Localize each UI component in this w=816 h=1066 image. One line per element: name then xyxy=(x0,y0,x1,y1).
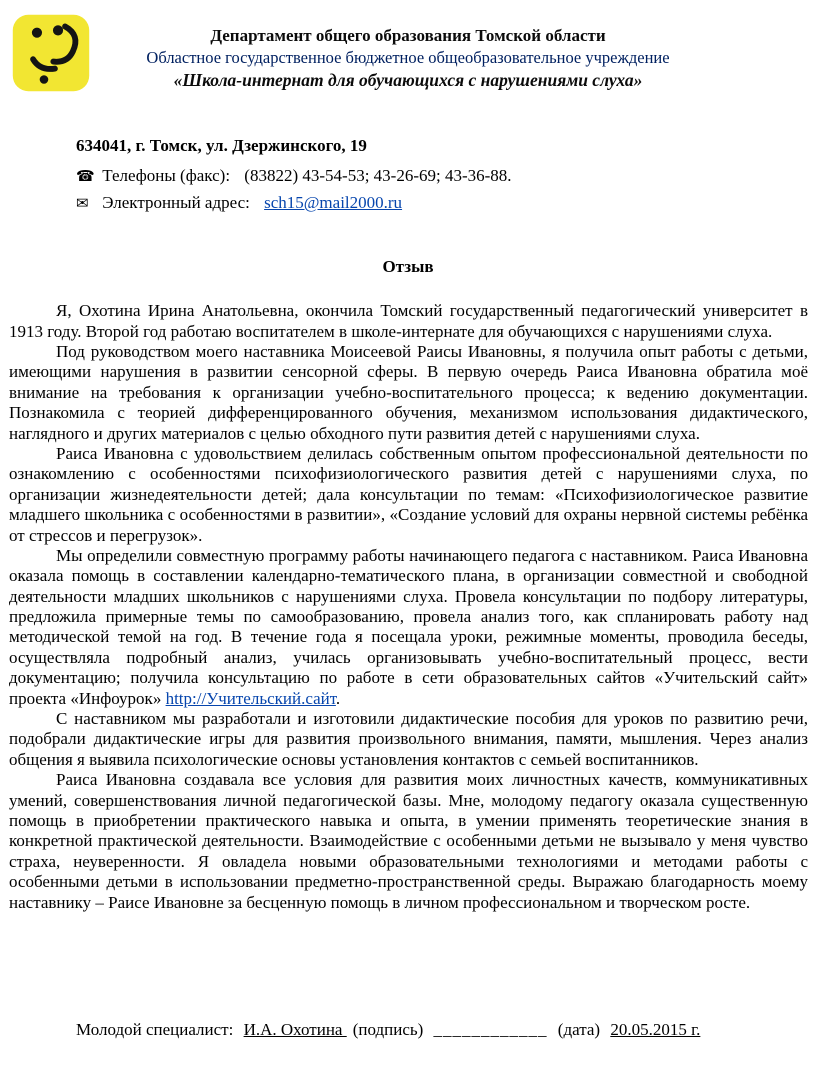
phone-icon: ☎ xyxy=(76,166,95,185)
school-logo-icon xyxy=(12,14,90,92)
paragraph-6: Раиса Ивановна создавала все условия для развития моих личностных качеств, коммуникативных умений, совершенствования личной педагогической базы. Мне, молодому педагогу оказала существенную помощь в приобретении практического навыка и опыта, в умении применять теоретические знания в конкретной практической деятельности. Взаимодействие с особенными детьми не вызывало у меня чувство страха, неуверенности. Я овладела новыми образовательными технологиями и методами работы с особенными детьми в использовании предметно-пространственной среды. Выражаю благодарность моему наставнику – Раисе Ивановне за бесценную помощь в личном профессиональном и творческом росте. xyxy=(9,770,808,912)
signature-date-label: (дата) xyxy=(557,1020,601,1039)
postal-address: 634041, г. Томск, ул. Дзержинского, 19 xyxy=(76,136,367,156)
signature-date: 20.05.2015 г. xyxy=(610,1020,701,1039)
phone-numbers: (83822) 43-54-53; 43-26-69; 43-36-88. xyxy=(244,165,512,185)
school-logo xyxy=(12,14,90,92)
signature-line xyxy=(76,1020,706,1040)
paragraph-1: Я, Охотина Ирина Анатольевна, окончила Томский государственный педагогический университет в 1913 году. Второй год работаю воспитателем в школе-интернате для обучающихся с нарушениями слуха. xyxy=(9,301,808,341)
site-link[interactable]: http://Учительский.сайт xyxy=(165,688,336,708)
paragraph-4 xyxy=(9,546,808,709)
paragraph-2: Под руководством моего наставника Моисеевой Раисы Ивановны, я получила опыт работы с детьми, имеющими нарушения в развитии сенсорной сферы. В первую очередь Раиса Ивановна обратила моё внимание на требования к организации учебно-воспитательного процесса; к ведению документации. Познакомила с теорией дифференцированного обучения, механизмом использования дидактического, наглядного и других материалов с целью обходного пути развития детей с нарушениями слуха. xyxy=(9,342,808,443)
envelope-icon: ✉ xyxy=(76,193,89,212)
letterhead-institution: Областное государственное бюджетное общеобразовательное учреждение xyxy=(146,48,670,68)
signature-name: И.А. Охотина xyxy=(243,1020,347,1039)
contact-block xyxy=(76,134,816,215)
phone-label: Телефоны (факс): xyxy=(102,165,231,185)
signature-blank-line: ____________ xyxy=(433,1020,548,1039)
email-label: Электронный адрес: xyxy=(102,192,250,212)
paragraph-3: Раиса Ивановна с удовольствием делилась собственным опытом профессиональной деятельности по ознакомлению с особенностями психофизиологического развития детей с нарушениями слуха, по организации жизнедеятельности детей; дала консультации по темам: «Психофизиологическое развитие младшего школьника с особенностями в развитии», «Создание условий для охраны нервной системы ребёнка от стрессов и перегрузок». xyxy=(9,443,808,545)
document-title: Отзыв xyxy=(382,257,434,277)
letterhead xyxy=(0,0,816,92)
paragraph-5: С наставником мы разработали и изготовили дидактические пособия для уроков по развитию речи, подобрали дидактические игры для развития произвольного внимания, памяти, мышления. Через анализ общения я выявила психологические основы установления контактов с семьей воспитанников. xyxy=(9,709,808,769)
document-body xyxy=(9,301,808,913)
phone-row xyxy=(76,164,816,189)
email-row xyxy=(76,191,816,216)
letterhead-school-name: «Школа-интернат для обучающихся с нарушениями слуха» xyxy=(173,70,643,91)
paragraph-4-period: . xyxy=(335,688,341,708)
signature-sign-label: (подпись) xyxy=(352,1020,424,1039)
paragraph-4-text: Мы определили совместную программу работы начинающего педагога с наставником. Раиса Ивановна оказала помощь в составлении календарно-тематического плана, в организации совместной и свободной деятельности младших школьников с нарушениями слуха. Провела консультации по подбору литературы, предложила примерные темы по самообразованию, провела анализ того, как спланировать работу над методической темой на год. В течение года я посещала уроки, режимные моменты, проводила беседы, осуществляла подробный анализ, училась организовывать учебно-воспитательный процесс, вести документацию; получила консультацию по работе в сети образовательных сайтов «Учительский сайт» проекта «Инфоурок» xyxy=(9,545,808,708)
signature-role: Молодой специалист: xyxy=(76,1020,234,1039)
email-link[interactable]: sch15@mail2000.ru xyxy=(264,192,403,212)
letterhead-department: Департамент общего образования Томской области xyxy=(210,26,606,45)
